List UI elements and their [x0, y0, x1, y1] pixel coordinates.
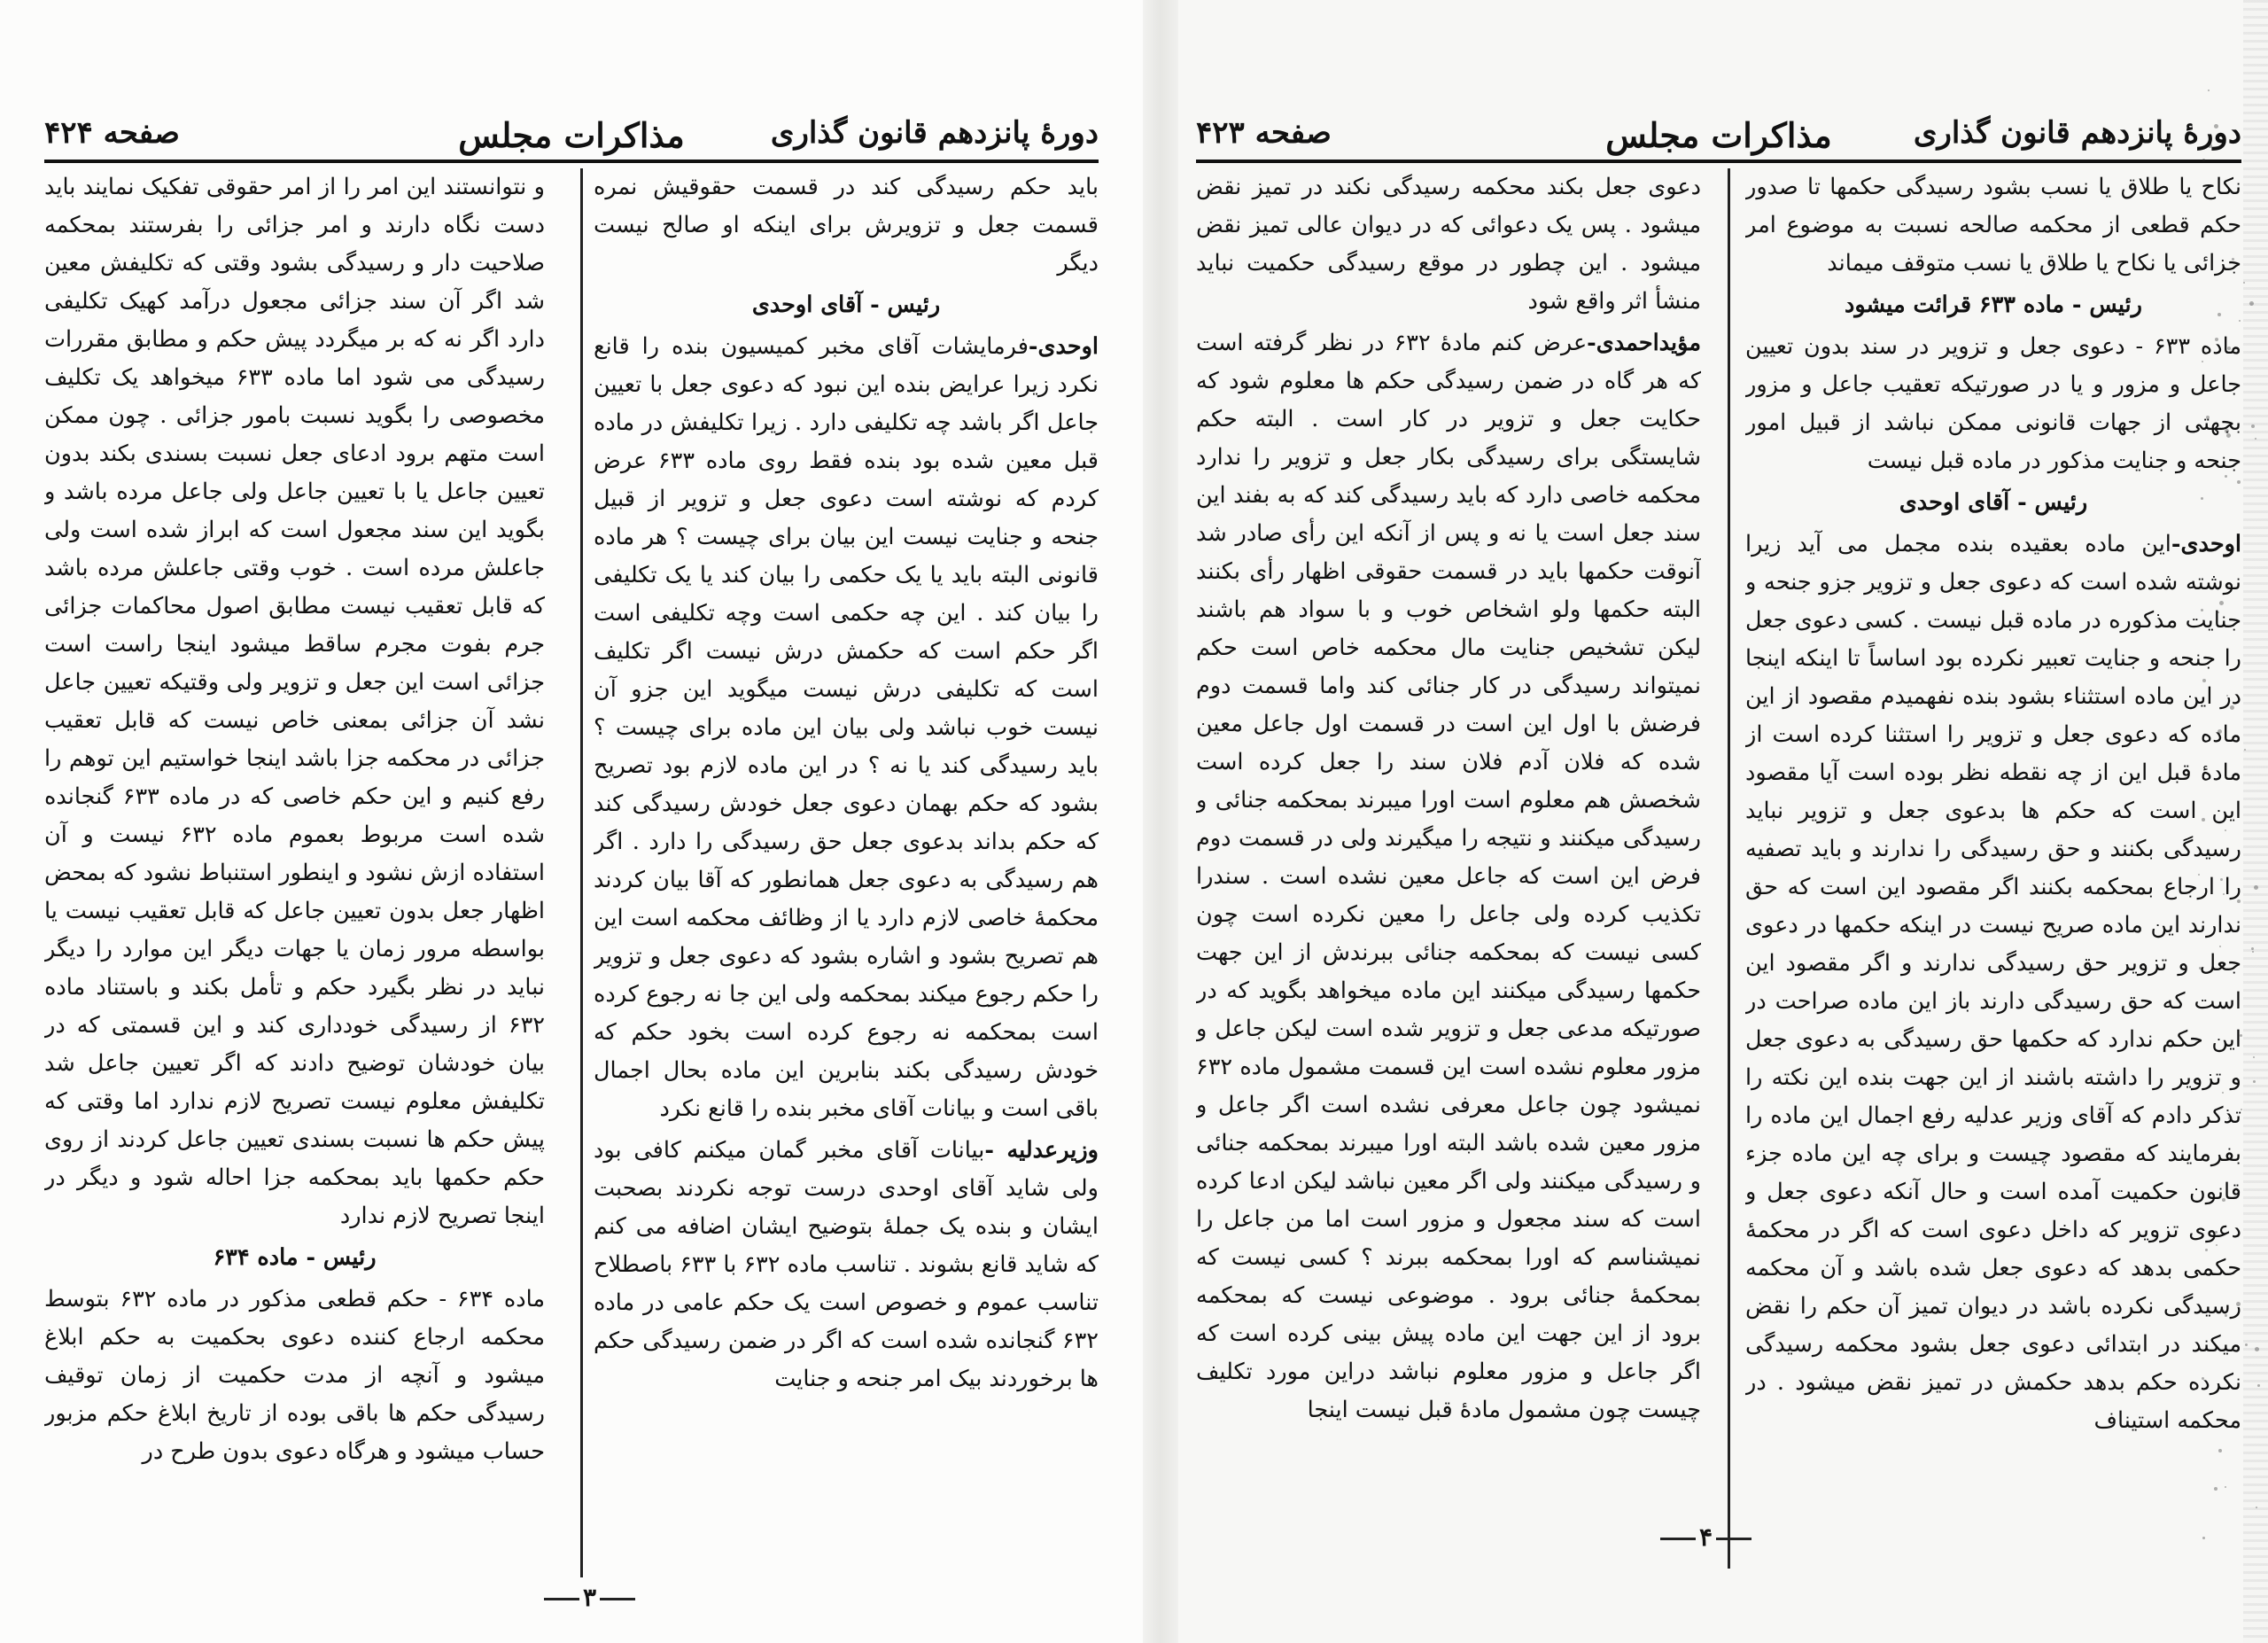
scan-speck	[2228, 1117, 2231, 1119]
folio-rule	[1716, 1538, 1751, 1540]
right-running-title: مذاکرات مجلس	[1605, 115, 1832, 155]
folio-rule	[1660, 1538, 1696, 1540]
scan-speck	[2202, 679, 2206, 682]
speech-paragraph	[1196, 324, 1701, 1429]
left-page-columns	[44, 168, 1099, 1577]
speech-paragraph	[594, 1132, 1099, 1398]
folio-number: ۳	[583, 1583, 597, 1612]
chair-heading: رئیس - ماده ۶۳۳ قرائت میشود	[1845, 292, 2142, 318]
right-page-header	[1196, 105, 2241, 163]
scan-speck	[2232, 258, 2234, 261]
right-page-number: صفحه ۴۲۳	[1196, 115, 1332, 151]
chair-heading: رئیس - آقای اوحدی	[1899, 489, 2088, 516]
speech-text: عرض کنم مادهٔ ۶۳۲ در نظر گرفته است که هر گاه در ضمن رسیدگی حکم ها معلوم شود که حکایت جعل و تزویر در کار است . البته حکم شایستگی برای رسیدگی بکار جعل و تزویر را ندارد محکمه خاصی دارد که باید رسیدگی کند که به بفند این سند جعل است یا نه و پس از آنکه این رأی صادر شد آنوقت حکمها باید در قسمت حقوقی اظهار رأی بکنند البته حکمها ولو اشخاص خوب و با سواد هم باشند لیکن تشخیص جنایت مال محکمه خاص است حکم نمیتواند رسیدگی در کار جنائی کند واما قسمت دوم فرضش با اول این است در قسمت اول جاعل معین شده که فلان آدم فلان سند را جعل کرده است شخصش هم معلوم است اورا میبرند بمحکمه جنائی و رسیدگی میکنند و نتیجه را میگیرند ولی در قسمت دوم فرض این است که جاعل معین نشده است . سندرا تکذیب کرده ولی جاعل را معین نکرده است چون کسی نیست که بمحکمه جنائی ببرندش از این جهت حکمها رسیدگی میکنند این ماده میخواهد بگوید که در صورتیکه مدعی جعل و تزویر شده است لیکن جاعل و مزور معلوم نشده است این قسمت مشمول ماده ۶۳۲ نمیشود چون جاعل معرفی نشده است اگر جاعل و مزور معین شده باشد البته اورا میبرند بمحکمه جنائی و رسیدگی میکنند ولی اگر معین نباشد لیکن ادعا کرده است که سند مجعول و مزور است اما من جاعل را نمیشناسم که اورا بمحکمه ببرند ؟ کسی نیست که بمحکمهٔ جنائی برود . موضوعی نیست که بمحکمه برود از این جهت این ماده پیش بینی کرده است که اگر جاعل و مزور معلوم نباشد دراین مورد تکلیف چیست چون مشمول مادهٔ قبل نیست اینجا	[1196, 330, 1701, 1423]
left-page-header	[44, 105, 1099, 163]
right-session-title: دورهٔ پانزدهم قانون گذاری	[1913, 115, 2241, 151]
body-paragraph: دعوی جعل بکند محکمه رسیدگی نکند در تمیز نقض میشود . پس یک دعوائی که در دیوان عالی تمیز نقض میشود . این چطور در موقع رسیدگی حکمیت نباید منشأ اثر واقع شود	[1196, 174, 1701, 315]
speaker-name: وزیرعدلیه -	[984, 1137, 1099, 1164]
body-paragraph: ماده ۶۳۳ - دعوی جعل و تزویر در سند بدون تعیین جاعل و مزور و یا در صورتیکه تعقیب جاعل و مزور بجهتی از جهات قانونی ممکن نباشد از قبیل امور جنحه و جنایت مذکور در ماده قبل نیست	[1745, 333, 2241, 474]
scan-speck	[2214, 124, 2218, 128]
scan-edge-noise	[2243, 0, 2268, 1643]
body-paragraph: و نتوانستند این امر را از امر حقوقی تفکیک نمایند باید دست نگاه دارند و امر جزائی را بفرستند بمحکمه صلاحیت دار و رسیدگی بشود وقتی که تکلیفش معین شد اگر آن سند جزائی مجعول درآمد کهیک تکلیفی دارد اگر نه که بر میگردد پیش حکم و مطابق مقررات رسیدگی می شود اما ماده ۶۳۳ میخواهد یک تکلیف مخصوصی را بگوید نسبت بامور جزائی . چون ممکن است متهم برود ادعای جعل نسبت بسندی بکند بدون تعیین جاعل یا با تعیین جاعل ولی جاعل مرده باشد و بگوید این سند مجعول است که ابراز شده است ولی جاعلش مرده است . خوب وقتی جاعلش مرده باشد که قابل تعقیب نیست مطابق اصول محاکمات جزائی جرم بفوت مجرم ساقط میشود اینجا راست است جزائی است این جعل و تزویر ولی وقتیکه تعیین جاعل نشد آن جزائی بمعنی خاص نیست که قابل تعقیب جزائی در محکمه جزا باشد اینجا خواستیم این توهم را رفع کنیم و این حکم خاصی که در ماده ۶۳۳ گنجانده شده است مربوط بعموم ماده ۶۳۲ نیست و آن استفاده ازش نشود و اینطور استنباط نشود که بمحض اظهار جعل بدون تعیین جاعل که قابل تعقیب نیست یا بواسطه مرور زمان یا جهات دیگر این موارد را دیگر نباید در نظر بگیرد حکم و تأمل بکند و باستناد ماده ۶۳۲ از رسیدگی خودداری کند و این قسمتی که در بیان خودشان توضیح دادند که اگر تعیین جاعل شد تکلیفش معلوم نیست تصریح لازم ندارد اما وقتی که پیش حکم ها نسبت بسندی تعیین جاعل کردند از روی حکم حکمها باید بمحکمه جزا احاله شود و دیگر در اینجا تصریح لازم ندارد	[44, 174, 545, 1229]
scan-speck	[2218, 1449, 2222, 1452]
scan-speck	[2219, 601, 2224, 605]
folio-rule	[544, 1598, 579, 1600]
scan-speck	[2206, 416, 2210, 419]
body-paragraph: باید حکم رسیدگی کند در قسمت حقوقیش نمره قسمت جعل و تزویرش برای اینکه او صالح نیست دیگر	[594, 174, 1099, 276]
scan-speck	[2240, 1034, 2242, 1037]
left-running-title: مذاکرات مجلس	[458, 115, 685, 155]
body-paragraph: نکاح یا طلاق یا نسب بشود رسیدگی حکمها تا صدور حکم قطعی از محکمه صالحه نسبت به موضوع امر جزائی یا نکاح یا طلاق یا نسب متوقف میماند	[1745, 174, 2241, 276]
scan-speck	[2199, 967, 2202, 969]
speaker-name: اوحدی-	[1028, 333, 1099, 360]
speech-text: بیانات آقای مخبر گمان میکنم کافی بود ولی شاید آقای اوحدی درست توجه نکردند بصحبت ایشان و بنده یک جملهٔ بتوضیح ایشان اضافه می کنم که شاید قانع بشوند . تناسب ماده ۶۳۲ با ۶۳۳ باصطلاح تناسب عموم و خصوص است یک حکم عامی در ماده ۶۳۲ گنجانده شده است که اگر در ضمن رسیدگی حکم ها برخوردند بیک امر جنحه و جنایت	[594, 1137, 1099, 1392]
right-page-left-column	[1196, 168, 1701, 1569]
scan-speck	[2215, 338, 2218, 341]
scan-speck	[2225, 429, 2229, 433]
scan-speck	[2214, 1487, 2218, 1491]
chair-heading: رئیس - ماده ۶۳۴	[213, 1244, 377, 1271]
scan-speck	[2230, 705, 2234, 710]
left-session-title: دورهٔ پانزدهم قانون گذاری	[770, 115, 1099, 151]
column-divider	[1728, 168, 1730, 1569]
scan-speck	[2218, 729, 2222, 734]
scan-speck	[2225, 1486, 2226, 1488]
folio-number: ۴	[1699, 1522, 1713, 1552]
right-page-folio	[1657, 1522, 1755, 1552]
scan-speck	[2255, 438, 2256, 440]
speech-paragraph	[594, 328, 1099, 1128]
scan-speck	[2244, 749, 2246, 751]
scan-speck	[2237, 480, 2241, 484]
scan-speck	[2227, 347, 2231, 350]
scan-speck	[2257, 1384, 2260, 1387]
scan-speck	[2205, 1249, 2208, 1251]
chair-heading: رئیس - آقای اوحدی	[751, 292, 941, 318]
speaker-name: اوحدی-	[2171, 531, 2241, 557]
speech-text: فرمایشات آقای مخبر کمیسیون بنده را قانع نکرد زیرا عرایض بنده این نبود که دعوی جعل با تعیین جاعل اگر باشد چه تکلیفی دارد . زیرا تکلیفش در ماده قبل معین شده بود بنده فقط روی ماده ۶۳۳ عرض کردم که نوشته است دعوی جعل و تزویر از قبیل جنحه و جنایت نیست این بیان برای چیست ؟ هر ماده قانونی البته باید یا یک حکمی را بیان کند یا یک تکلیفی را بیان کند . این چه حکمی است وچه تکلیفی است اگر حکم است که حکمش درش نیست اگر تکلیف است که تکلیفی درش نیست میگوید این جزو آن نیست خوب نباشد ولی بیان این ماده برای چیست ؟ باید رسیدگی کند یا نه ؟ در این ماده لازم بود تصریح بشود که حکم بهمان دعوی جعل خودش رسیدگی کند که حکم بداند بدعوی جعل حق رسیدگی را دارد . اگر هم رسیدگی به دعوی جعل همانطور که آقا بیان کردند محکمهٔ خاصی لازم دارد یا از وظائف محکمه است این هم تصریح بشود و اشاره بشود که دعوی جعل و تزویر را حکم رجوع میکند بمحکمه ولی این جا نه رجوع کرده است بمحکمه نه رجوع کرده است بخود حکم که خودش رسیدگی بکند بنابرین این ماده بحال اجمال باقی است و بیانات آقای مخبر بنده را قانع نکرد	[594, 333, 1099, 1122]
scan-speck	[2201, 497, 2203, 500]
speech-paragraph	[1745, 526, 2241, 1440]
left-page-number: صفحه ۴۲۴	[44, 115, 180, 151]
scan-speck	[2208, 90, 2210, 91]
speaker-name: مؤیداحمدی-	[1587, 330, 1701, 356]
scan-speck	[2252, 951, 2254, 953]
scan-speck	[2219, 946, 2221, 947]
right-page-right-column	[1745, 168, 2241, 1569]
left-page-right-column	[594, 168, 1099, 1577]
left-page-folio	[540, 1583, 639, 1612]
speech-text: این ماده بعقیده بنده مجمل می آید زیرا نوشته شده است که دعوی جعل و تزویر جزو جنحه و جنایت مذکوره در ماده قبل نیست . کسی دعوی جعل را جنحه و جنایت تعبیر نکرده بود اساساً تا اینکه اینجا در این ماده استثناء بشود بنده نفهمیدم مقصود از این ماده که دعوی جعل و تزویر را استثنا کرده است از مادهٔ قبل این از چه نقطه نظر بوده است آیا مقصود این است که حکم ها بدعوی جعل و تزویر نباید رسیدگی بکنند و حق رسیدگی را ندارند و باید تصفیه را ارجاع بمحکمه بکنند اگر مقصود این است که حق ندارند این ماده صریح نیست در اینکه حکمها در دعوی جعل و تزویر حق رسیدگی ندارند و اگر مقصود این است که حق رسیدگی دارند باز این ماده صراحت در این حکم ندارد که حکمها حق رسیدگی به دعوی جعل و تزویر را داشته باشند از این جهت بنده این نکته را تذکر دادم که آقای وزیر عدلیه رفع اجمال این ماده را بفرمایند که مقصود چیست و برای چه این ماده جزء قانون حکمیت آمده است و حال آنکه دعوی جعل و دعوی تزویر که داخل دعوی است که اگر در محکمهٔ حکمی بدهد که دعوی جعل شده باشد و آن محکمه رسیدگی نکرده باشد در دیوان تمیز آن حکم را نقض میکند در ابتدائی دعوی جعل بشود محکمه رسیدگی نکرده حکم بدهد حکمش در تمیز نقض میشود . در محکمه استیناف	[1745, 531, 2241, 1434]
right-page-columns	[1196, 168, 2241, 1569]
scan-speck	[2255, 1347, 2259, 1351]
scan-speck	[2239, 320, 2241, 322]
scan-speck	[2225, 475, 2227, 478]
scan-speck	[2222, 1092, 2224, 1094]
scan-speck	[2208, 144, 2212, 148]
scan-speck	[2237, 899, 2241, 903]
scan-speck	[2225, 829, 2226, 831]
folio-rule	[600, 1598, 635, 1600]
column-divider	[580, 168, 583, 1577]
scan-speck	[2243, 282, 2245, 284]
right-page	[1178, 0, 2268, 1643]
scan-speck	[2215, 1231, 2218, 1234]
body-paragraph: ماده ۶۳۴ - حکم قطعی مذکور در ماده ۶۳۲ بتوسط محکمه ارجاع کننده دعوی بحکمیت به حکم ابلاغ میشود و آنچه از مدت حکمیت از زمان توقیف رسیدگی حکم ها باقی بوده از تاریخ ابلاغ حکم مزبور حساب میشود و هرگاه دعوی بدون طرح در	[44, 1286, 545, 1465]
scan-speck	[2218, 611, 2219, 613]
book-gutter	[1143, 0, 1178, 1643]
left-page-left-column	[44, 168, 545, 1577]
